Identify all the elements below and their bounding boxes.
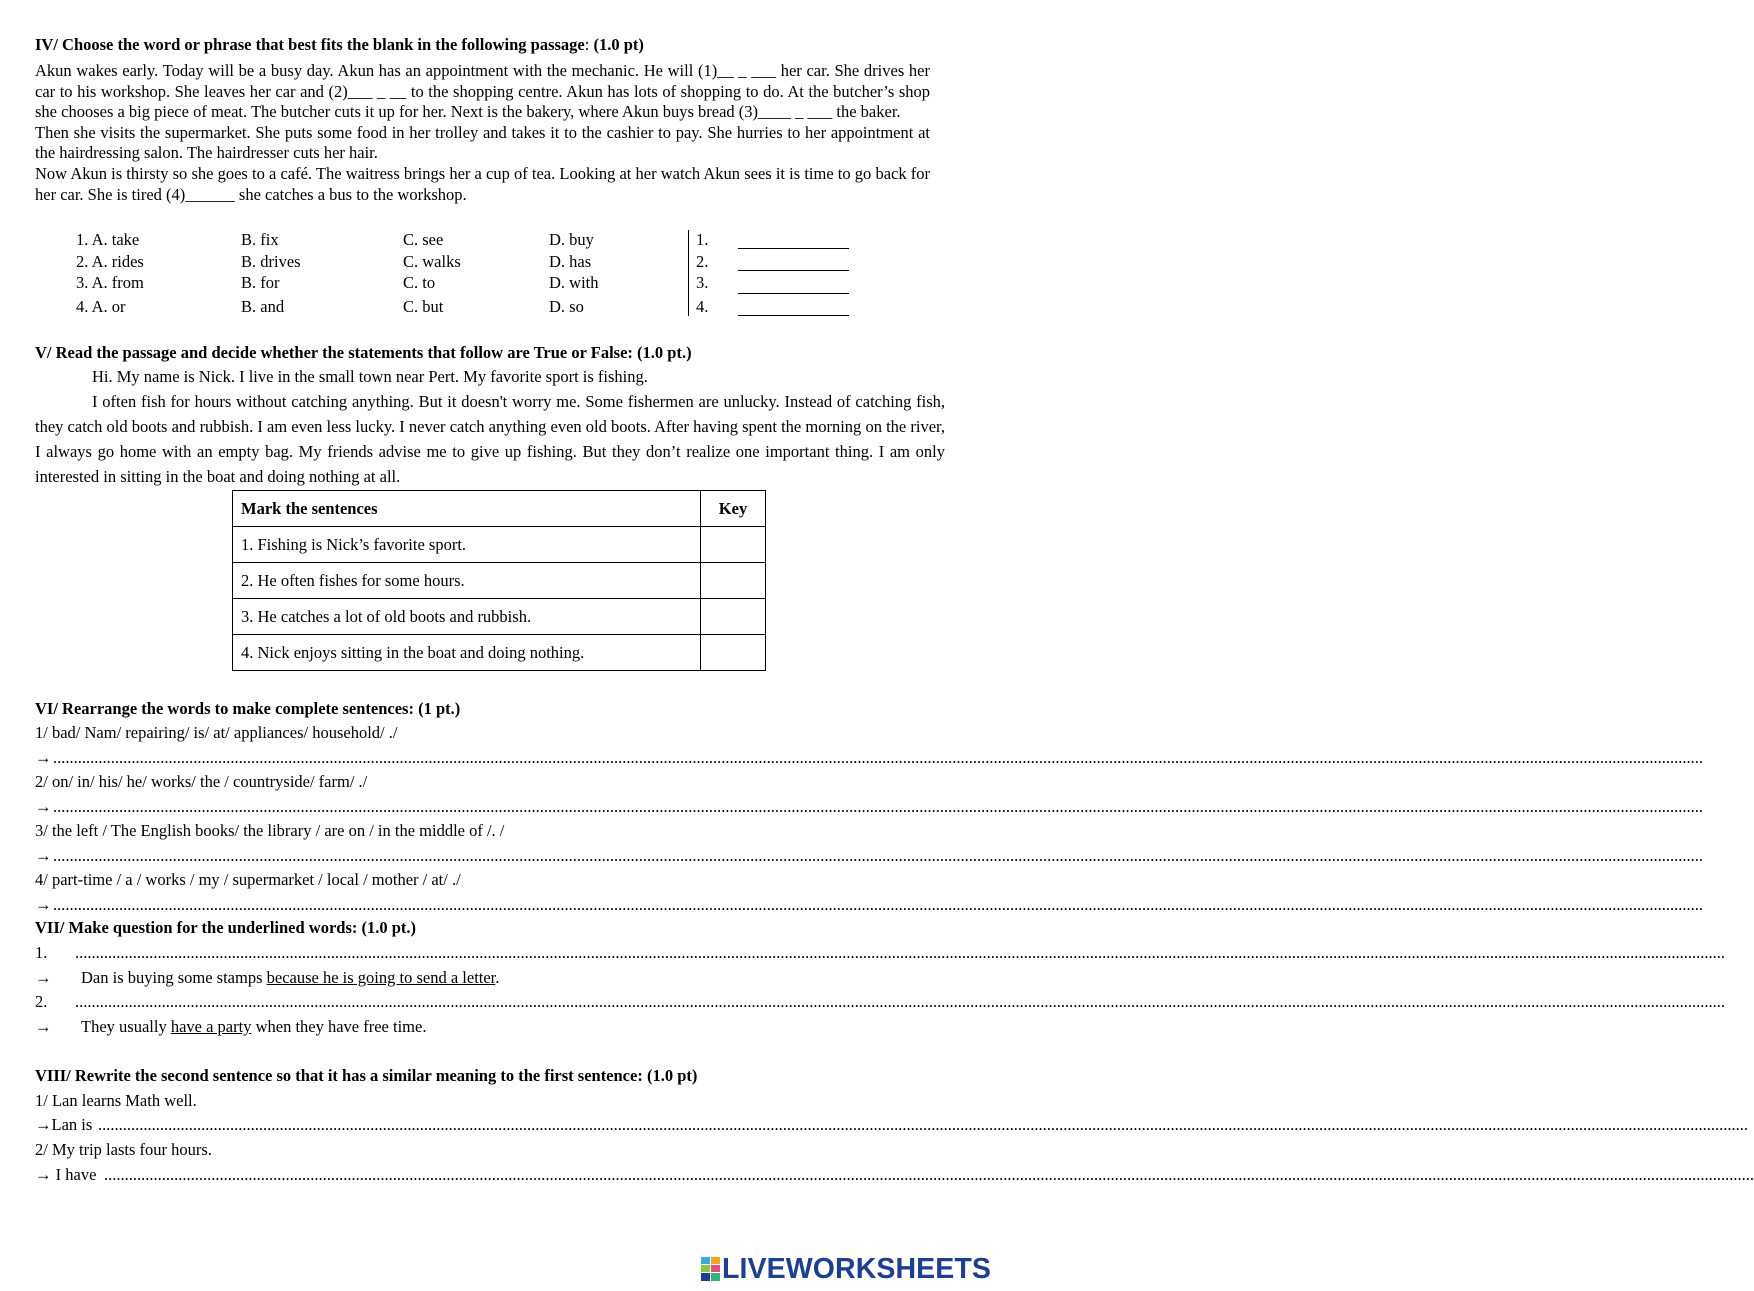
section-4-title: IV/ Choose the word or phrase that best fits the blank in the following passage: (1.0 pt) (35, 35, 644, 54)
option-2d[interactable]: D. has (549, 252, 592, 271)
section-7-title: VII/ Make question for the underlined words: (1.0 pt.) (35, 918, 417, 937)
answer-line-6-4[interactable]: ................................................................................................................................................................................................................................................................................................................................................................................................................ (53, 895, 1703, 914)
passage-paragraph-1: Akun wakes early. Today will be a busy day. Akun has an appointment with the mechanic. He will (1)__ _ ___ her car. She drives her car to his workshop. She leaves her car and (2)___ _ __ to the shopping centre. Akun has lots of shopping to do. At the butcher’s shop she chooses a big piece of meat. The butcher cuts it up for her. Next is the bakery, where Akun buys bread (3)____ _ ___ the baker. (35, 61, 930, 122)
arrow-icon: → (35, 895, 52, 914)
liveworksheets-logo-icon (700, 1256, 722, 1282)
table-row (233, 527, 766, 563)
arrow-icon: → (35, 797, 52, 816)
section-4-passage (35, 61, 930, 205)
option-4c[interactable]: C. but (403, 297, 444, 316)
passage-5-paragraph-2: I often fish for hours without catching anything. But it doesn't worry me. Some fishermen are unlucky. Instead of catching fish, they catch old boots and rubbish. I am even less lucky. I never catch anything even old boots. After having spent the morning on the river, I always go home with an empty bag. My friends advise me to give up fishing. But they don’t realize one important thing. I am only interested in sitting in the boat and doing nothing at all. (35, 392, 945, 486)
rearrange-item-2: 2/ on/ in/ his/ he/ works/ the / countryside/ farm/ ./ (35, 772, 368, 791)
statement-4: 4. Nick enjoys sitting in the boat and doing nothing. (233, 635, 701, 671)
answer-1-blank[interactable] (738, 248, 849, 249)
option-1a[interactable]: 1. A. take (76, 230, 140, 249)
rewrite-prompt-1: 1/ Lan learns Math well. (35, 1091, 197, 1110)
question-line-2[interactable]: ................................................................................................................................................................................................................................................................................................................................................................................................................ (75, 992, 1725, 1011)
answer-divider (688, 230, 689, 316)
rewrite-line-1[interactable]: ................................................................................................................................................................................................................................................................................................................................................................................................................ (98, 1115, 1748, 1134)
statement-1: 1. Fishing is Nick’s favorite sport. (233, 527, 701, 563)
rearrange-item-3: 3/ the left / The English books/ the library / are on / in the middle of /. / (35, 821, 505, 840)
option-4b[interactable]: B. and (241, 297, 285, 316)
answer-line-6-2[interactable]: ................................................................................................................................................................................................................................................................................................................................................................................................................ (53, 797, 1703, 816)
answer-2-number: 2. (696, 252, 709, 271)
passage-paragraph-2: Then she visits the supermarket. She puts some food in her trolley and takes it to the cashier to pay. She hurries to her appointment at the hairdressing salon. The hairdresser cuts her hair. (35, 122, 930, 163)
option-2c[interactable]: C. walks (403, 252, 461, 271)
arrow-icon: → (35, 748, 52, 767)
section-5-passage (35, 364, 945, 489)
rewrite-line-2[interactable]: ................................................................................................................................................................................................................................................................................................................................................................................................................ (104, 1165, 1754, 1184)
option-2a[interactable]: 2. A. rides (76, 252, 144, 271)
answer-1-number: 1. (696, 230, 709, 249)
statement-2: 2. He often fishes for some hours. (233, 563, 701, 599)
statement-3: 3. He catches a lot of old boots and rubbish. (233, 599, 701, 635)
underlined-sentence-2: They usually have a party when they have free time. (81, 1017, 427, 1036)
table-header-row (233, 491, 766, 527)
option-3a[interactable]: 3. A. from (76, 273, 144, 292)
underlined-phrase: have a party (170, 1017, 252, 1036)
section-8-title: VIII/ Rewrite the second sentence so that it has a similar meaning to the first sentence: (1.0 pt) (35, 1066, 698, 1085)
answer-line-6-3[interactable]: ................................................................................................................................................................................................................................................................................................................................................................................................................ (53, 846, 1703, 865)
question-line-1[interactable]: ................................................................................................................................................................................................................................................................................................................................................................................................................ (75, 943, 1725, 962)
option-4a[interactable]: 4. A. or (76, 297, 126, 316)
section-6-title: VI/ Rearrange the words to make complete sentences: (1 pt.) (35, 699, 461, 718)
underlined-sentence-1: Dan is buying some stamps because he is going to send a letter. (81, 968, 500, 987)
rewrite-prompt-2: 2/ My trip lasts four hours. (35, 1140, 212, 1159)
option-2b[interactable]: B. drives (241, 252, 301, 271)
question-number-1: 1. (35, 943, 48, 962)
question-number-2: 2. (35, 992, 48, 1011)
option-3b[interactable]: B. for (241, 273, 280, 292)
header-mark-sentences: Mark the sentences (233, 491, 701, 527)
option-3d[interactable]: D. with (549, 273, 599, 292)
answer-line-6-1[interactable]: ................................................................................................................................................................................................................................................................................................................................................................................................................ (53, 748, 1703, 767)
arrow-icon: → (35, 1017, 52, 1036)
rearrange-item-1: 1/ bad/ Nam/ repairing/ is/ at/ appliances/ household/ ./ (35, 723, 398, 742)
liveworksheets-logo (700, 1254, 991, 1284)
rewrite-start-1: →Lan is (35, 1115, 93, 1134)
key-cell-3[interactable] (701, 599, 766, 635)
arrow-icon: → (35, 846, 52, 865)
passage-5-paragraph-1: Hi. My name is Nick. I live in the small town near Pert. My favorite sport is fishing. (92, 367, 648, 386)
key-cell-4[interactable] (701, 635, 766, 671)
option-4d[interactable]: D. so (549, 297, 584, 316)
table-row (233, 599, 766, 635)
underlined-phrase: because he is going to send a letter (266, 968, 496, 987)
passage-paragraph-3: Now Akun is thirsty so she goes to a café. The waitress brings her a cup of tea. Looking at her watch Akun sees it is time to go back for her car. She is tired (4)______ she catches a bus to the workshop. (35, 163, 930, 204)
header-key: Key (701, 491, 766, 527)
rewrite-start-2: → I have (35, 1165, 97, 1184)
table-row (233, 635, 766, 671)
option-1b[interactable]: B. fix (241, 230, 279, 249)
arrow-icon: → (35, 968, 52, 987)
key-cell-1[interactable] (701, 527, 766, 563)
answer-2-blank[interactable] (738, 270, 849, 271)
answer-3-blank[interactable] (738, 293, 849, 294)
option-3c[interactable]: C. to (403, 273, 436, 292)
key-cell-2[interactable] (701, 563, 766, 599)
answer-4-blank[interactable] (738, 315, 849, 316)
answer-3-number: 3. (696, 273, 709, 292)
answer-4-number: 4. (696, 297, 709, 316)
option-1d[interactable]: D. buy (549, 230, 594, 249)
table-row (233, 563, 766, 599)
rearrange-item-4: 4/ part-time / a / works / my / supermarket / local / mother / at/ ./ (35, 870, 461, 889)
section-5-title: V/ Read the passage and decide whether the statements that follow are True or False: (1.0 pt.) (35, 343, 692, 362)
logo-text: LIVEWORKSHEETS (722, 1253, 992, 1285)
true-false-table (232, 490, 766, 671)
option-1c[interactable]: C. see (403, 230, 444, 249)
